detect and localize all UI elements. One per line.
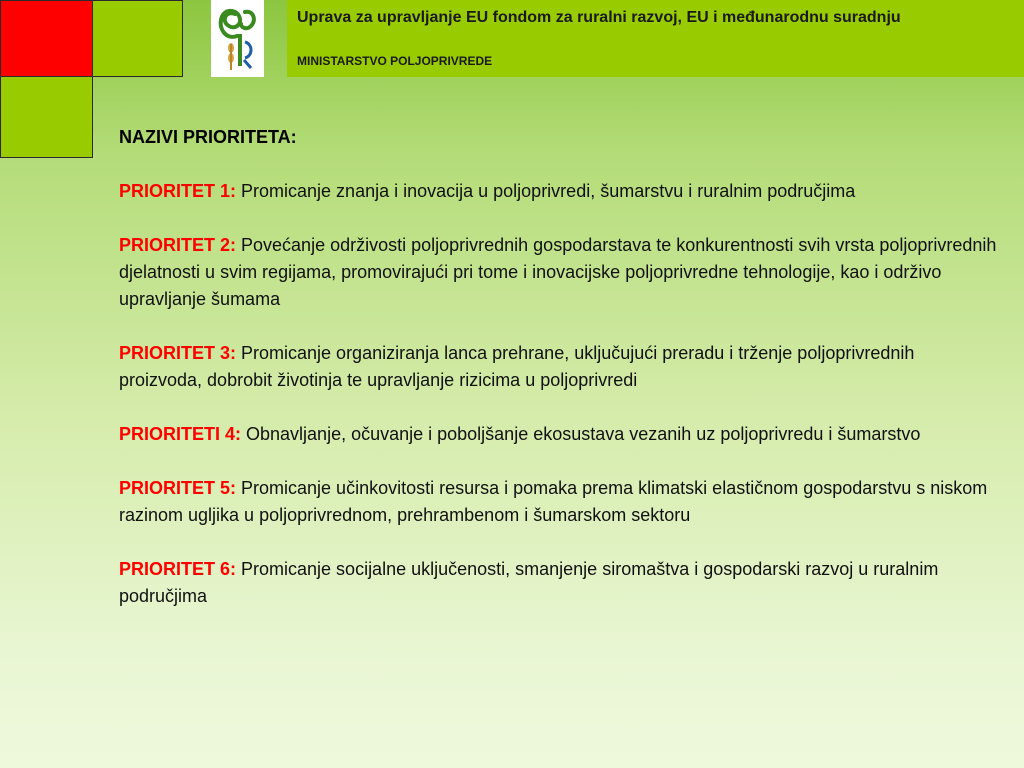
priority-text: Promicanje učinkovitosti resursa i pomaka prema klimatski elastičnom gospodarstvu s niskom razinom ugljika u poljoprivrednom, prehrambenom i šumarskom sektoru bbox=[119, 478, 988, 525]
priority-label: PRIORITET 3: bbox=[119, 343, 237, 363]
decor-square-green-top bbox=[92, 0, 183, 77]
priority-item-4 bbox=[119, 421, 999, 448]
header-subtitle: MINISTARSTVO POLJOPRIVREDE bbox=[297, 54, 493, 68]
priority-text: Promicanje socijalne uključenosti, smanjenje siromaštva i gospodarski razvoj u ruralnim područjima bbox=[119, 559, 939, 606]
priority-label: PRIORITET 5 bbox=[119, 478, 231, 498]
priority-label: PRIORITET 2 bbox=[119, 235, 231, 255]
priority-separator: : bbox=[230, 478, 237, 498]
priority-label: PRIORITET 6: bbox=[119, 559, 237, 579]
priorities-content bbox=[119, 124, 999, 637]
priority-text: Povećanje održivosti poljoprivrednih gospodarstava te konkurentnosti svih vrsta poljoprivrednih djelatnosti u svim regijama, promovirajući pri tome i inovacijske poljoprivredne tehnologije, kao i održivo upravljanje šumama bbox=[119, 235, 997, 309]
ministry-logo bbox=[211, 0, 264, 77]
header-title: Uprava za upravljanje EU fondom za ruralni razvoj, EU i međunarodnu suradnju bbox=[297, 9, 901, 26]
priority-item-5 bbox=[119, 475, 999, 529]
priority-text: Obnavljanje, očuvanje i poboljšanje ekosustava vezanih uz poljoprivredu i šumarstvo bbox=[241, 424, 921, 444]
priority-item-6 bbox=[119, 556, 999, 610]
priority-label: PRIORITET 1 bbox=[119, 181, 231, 201]
priority-label: PRIORITETI 4 bbox=[119, 424, 236, 444]
priority-separator: : bbox=[230, 181, 237, 201]
priority-item-2 bbox=[119, 232, 999, 313]
priority-separator: : bbox=[230, 235, 237, 255]
priority-text: Promicanje znanja i inovacija u poljoprivredi, šumarstvu i ruralnim područjima bbox=[236, 181, 856, 201]
priority-item-1 bbox=[119, 178, 999, 205]
priority-text: Promicanje organiziranja lanca prehrane, uključujući preradu i trženje poljoprivrednih proizvoda, dobrobit životinja te upravljanje rizicima u poljoprivredi bbox=[119, 343, 915, 390]
decor-square-green-left bbox=[0, 76, 93, 158]
page-title: NAZIVI PRIORITETA: bbox=[119, 127, 297, 147]
decor-square-red bbox=[0, 0, 93, 77]
ministry-logo-icon bbox=[211, 0, 264, 77]
priority-separator: : bbox=[235, 424, 242, 444]
priority-item-3 bbox=[119, 340, 999, 394]
